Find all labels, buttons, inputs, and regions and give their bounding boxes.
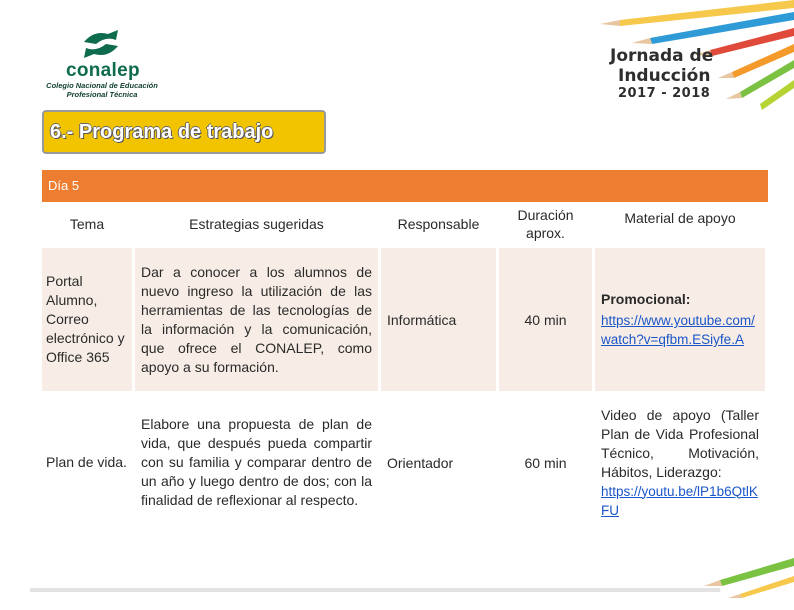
header-duracion: Duración aprox.: [499, 203, 595, 248]
row2-tema: Plan de vida.: [42, 394, 135, 534]
day-label: Día 5: [48, 178, 80, 193]
row1-tema: Portal Alumno, Correo electrónico y Office 365: [42, 248, 135, 394]
event-title-line2: Inducción: [618, 66, 711, 86]
event-title: [610, 46, 730, 102]
row2-duracion: 60 min: [499, 394, 595, 534]
row1-duracion: 40 min: [499, 248, 595, 394]
header-estrategias: Estrategias sugeridas: [135, 203, 381, 248]
conalep-emblem-icon: [78, 28, 124, 60]
row1-material-link[interactable]: https://www.youtube.com/watch?v=qfbm.ESiyfe.A: [601, 313, 755, 347]
logo-subtitle-line1: Colegio Nacional de Educación: [46, 81, 158, 90]
header-tema: Tema: [42, 203, 135, 248]
row2-estrategias: Elabore una propuesta de plan de vida, que después pueda compartir con su familia y comparar dentro de un año y luego dentro de dos; con la finalidad de reflexionar al respecto.: [135, 394, 381, 534]
event-years: 2017 - 2018: [618, 86, 711, 101]
conalep-logo: [30, 28, 180, 100]
row1-responsable: Informática: [381, 248, 499, 394]
row2-material-text: Video de apoyo (Taller Plan de Vida Profesional Técnico, Motivación, Hábitos, Liderazgo:: [601, 406, 759, 480]
day-header-bar: [42, 170, 768, 202]
footer-divider: [30, 588, 720, 592]
event-title-line1: Jornada de: [610, 46, 714, 66]
table-row: [42, 248, 768, 394]
work-program-table: [42, 203, 768, 534]
logo-subtitle: [32, 81, 172, 99]
row2-material: [595, 394, 768, 534]
row1-estrategias: Dar a conocer a los alumnos de nuevo ingreso la utilización de las herramientas de las tecnologías de la información y la comunicación, que ofrece el CONALEP, como apoyo a su formación.: [135, 248, 381, 394]
logo-name: conalep: [66, 60, 140, 81]
section-title-box: [42, 110, 326, 154]
row1-material-label: Promocional:: [601, 291, 691, 307]
logo-subtitle-line2: Profesional Técnica: [66, 90, 138, 99]
section-title: 6.- Programa de trabajo: [50, 121, 274, 143]
header-responsable: Responsable: [381, 203, 499, 248]
header-material: Material de apoyo: [595, 203, 768, 248]
table-row: [42, 394, 768, 534]
row2-responsable: Orientador: [381, 394, 499, 534]
table-header-row: [42, 203, 768, 248]
row2-material-link[interactable]: https://youtu.be/lP1b6QtlKFU: [601, 483, 758, 518]
row1-material: [595, 248, 768, 394]
